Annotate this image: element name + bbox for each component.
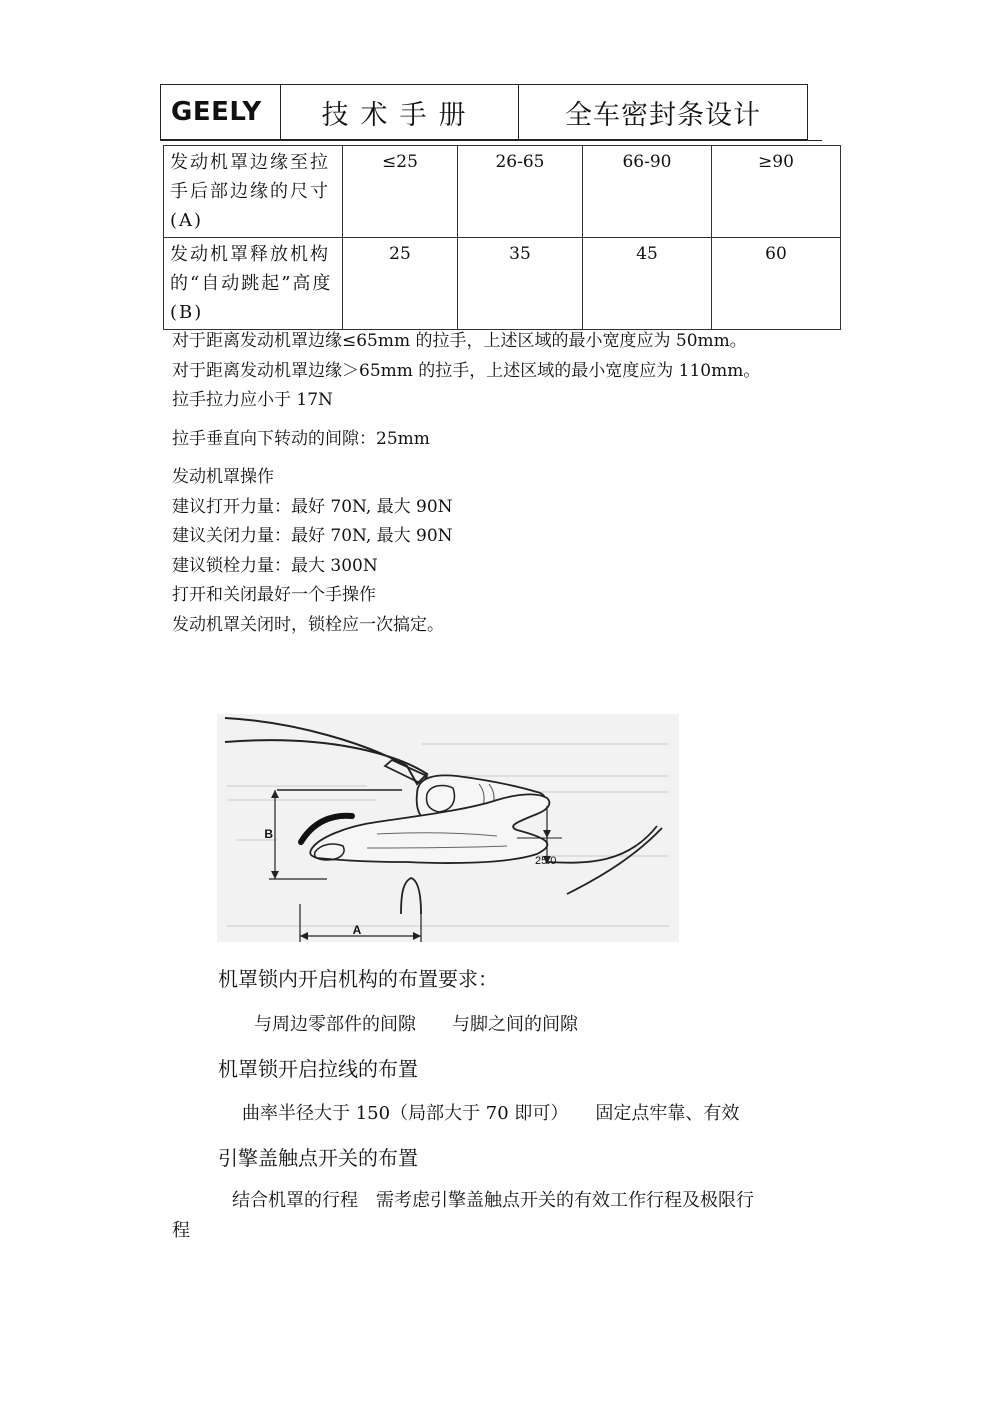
table-row [164,238,841,330]
table-cell: 25 [343,238,458,330]
dimension-label-25: 25.0 [535,855,557,867]
text-line: 拉手垂直向下转动的间隙：25mm [172,428,430,449]
text-line: 发动机罩操作 [172,467,274,487]
dimension-label-a: A [352,923,362,937]
text-line: 建议关闭力量：最好 70N, 最大 90N [172,526,453,546]
section-heading-latch-mechanism: 机罩锁内开启机构的布置要求： [218,967,498,991]
table-cell: 35 [458,238,583,330]
hood-handle-diagram [217,714,679,942]
header-divider [160,140,822,141]
section-text-switch-travel: 结合机罩的行程 需考虑引擎盖触点开关的有效工作行程及极限行 [232,1190,754,1211]
text-line: 建议打开力量：最好 70N, 最大 90N [172,496,453,517]
body-text [172,327,760,640]
text-line: 对于距离发动机罩边缘＞65mm 的拉手，上述区域的最小宽度应为 110mm。 [172,360,761,381]
table-cell: 45 [583,238,712,330]
row-label: 发动机罩释放机构的“自动跳起”高度(B) [164,238,343,330]
table-cell: 66-90 [583,146,712,238]
table-cell: ≥90 [712,146,841,238]
text-line: 打开和关闭最好一个手操作 [172,585,376,605]
dimension-label-b: B [264,827,273,841]
text-line: 对于距离发动机罩边缘≤65mm 的拉手，上述区域的最小宽度应为 50mm。 [172,331,747,351]
table-row [164,146,841,238]
text-line: 建议锁栓力量：最大 300N [172,555,378,576]
brand-logo-text: GEELY [161,85,281,139]
text-line: 发动机罩关闭时，锁栓应一次搞定。 [172,614,444,635]
document-title: 全车密封条设计 [565,99,761,131]
text-line: 拉手拉力应小于 17N [172,390,333,410]
section-text-clearance: 与周边零部件的间隙 与脚之间的间隙 [254,1014,578,1035]
section-text-switch-travel-cont: 程 [172,1220,190,1241]
section-heading-hood-switch: 引擎盖触点开关的布置 [218,1146,418,1170]
table-cell: 60 [712,238,841,330]
spec-table [163,145,841,330]
row-label: 发动机罩边缘至拉手后部边缘的尺寸(A) [164,146,343,238]
section-heading-release-cable: 机罩锁开启拉线的布置 [218,1057,418,1081]
document-header [160,84,808,140]
section-text-bend-radius: 曲率半径大于 150（局部大于 70 即可） 固定点牢靠、有效 [242,1103,740,1124]
table-cell: 26-65 [458,146,583,238]
manual-label: 技术手册 [281,85,519,139]
table-cell: ≤25 [343,146,458,238]
